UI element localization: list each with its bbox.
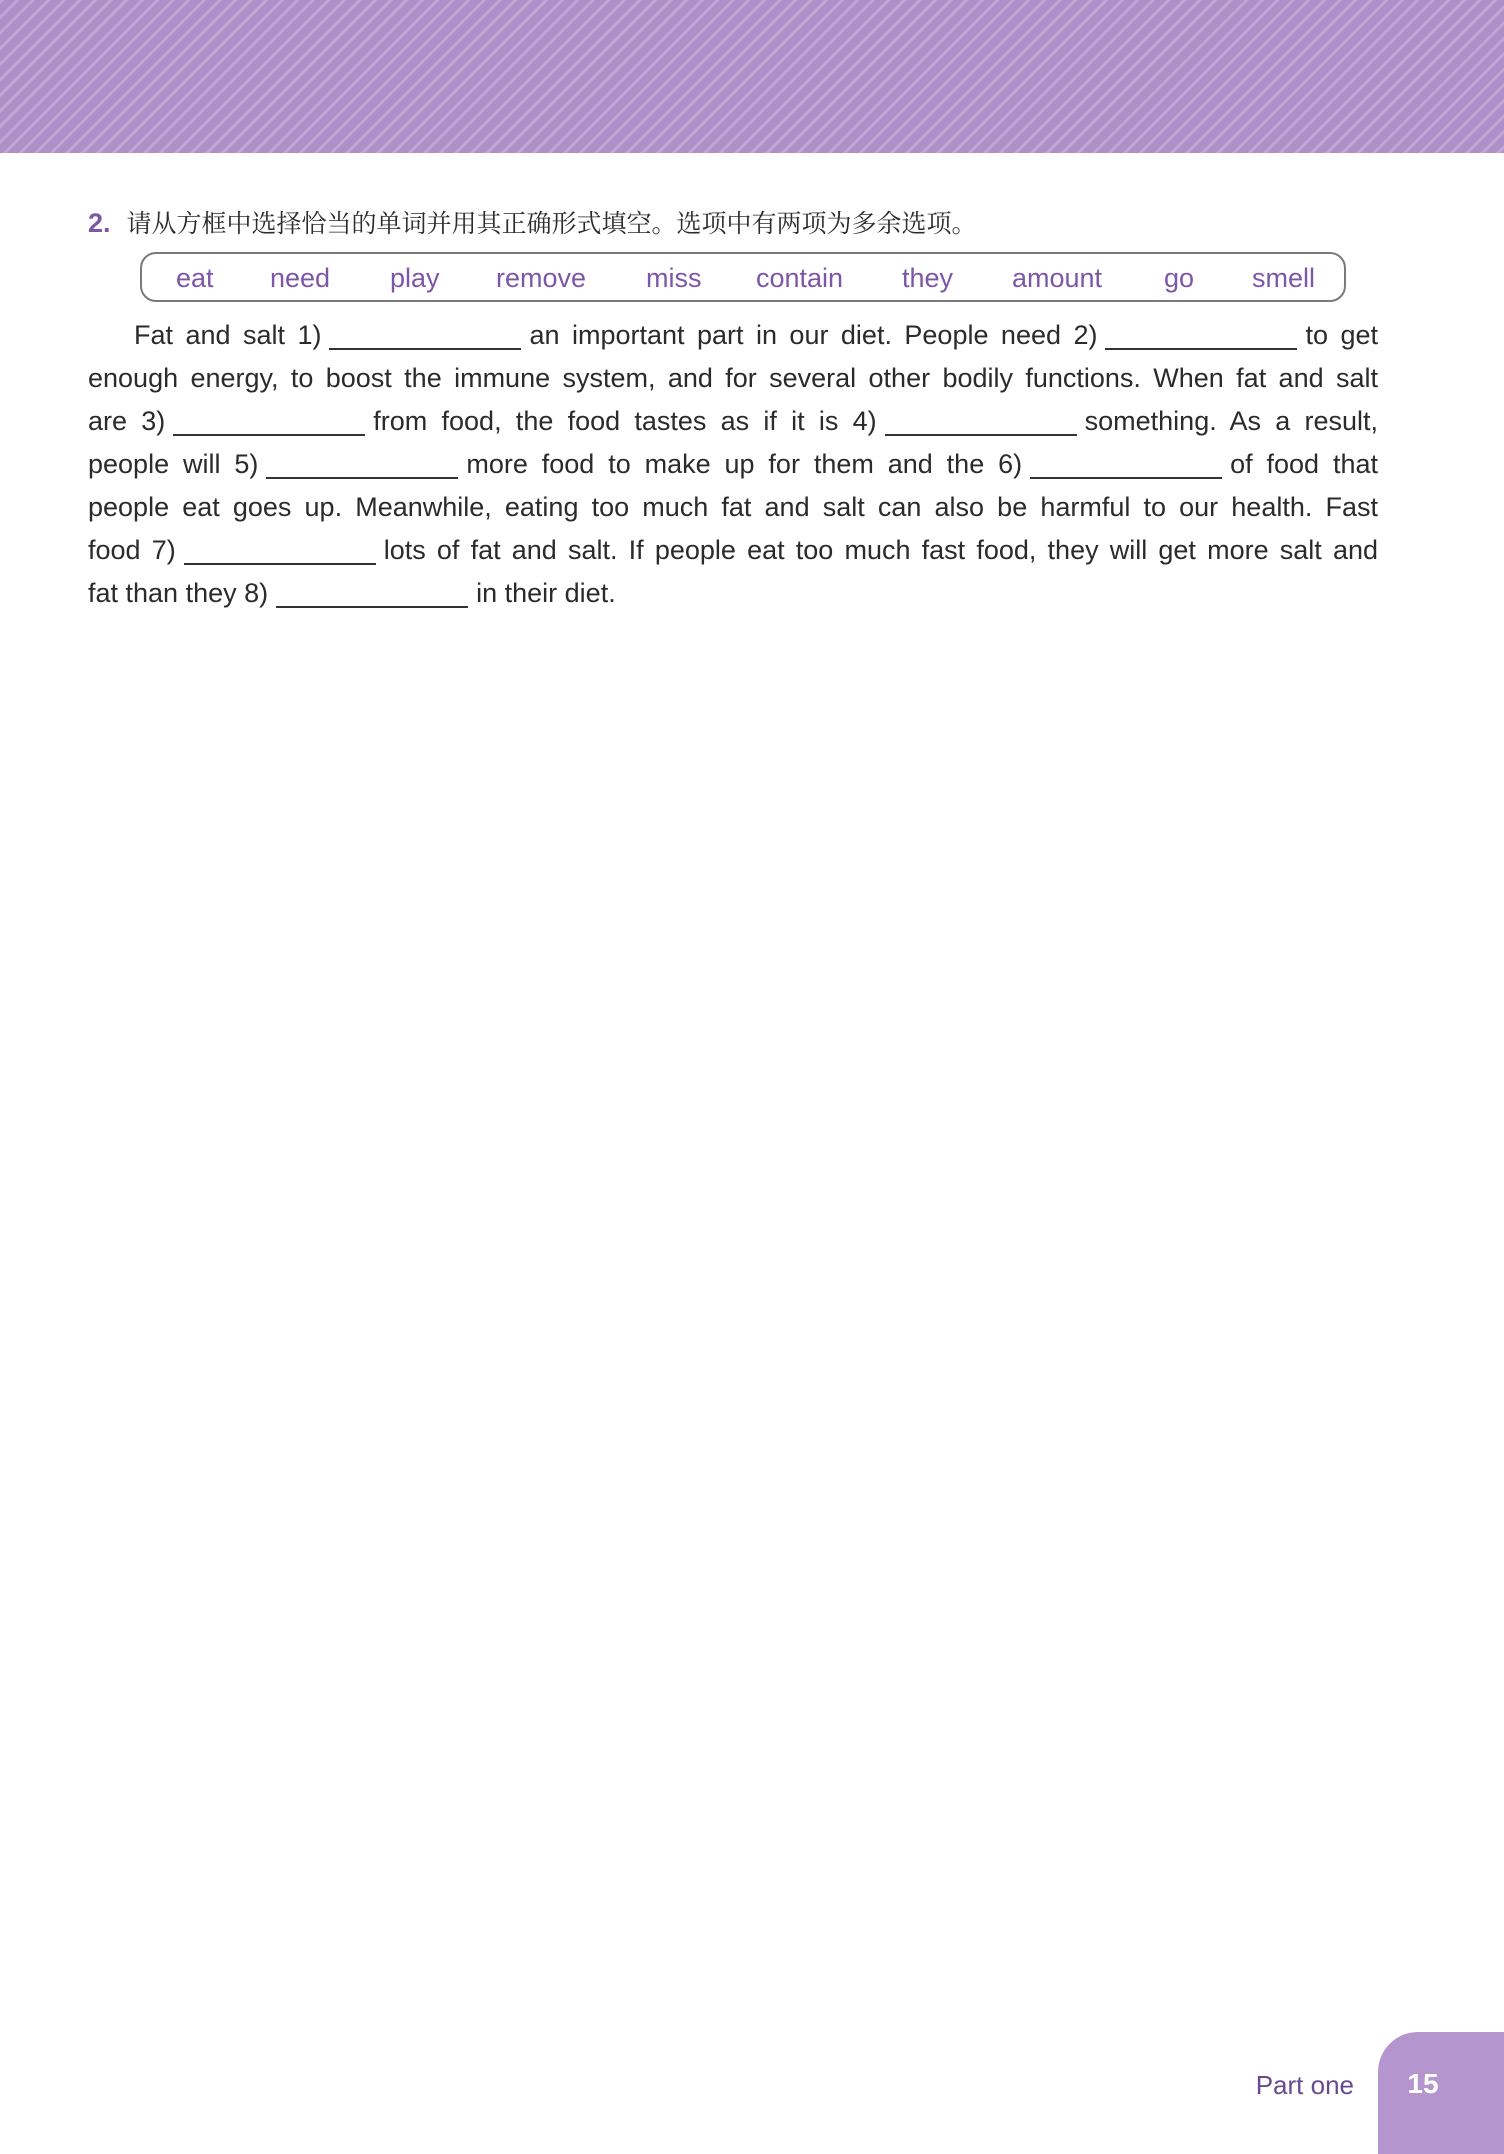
passage-line (88, 572, 1378, 615)
word-bank-item: contain (756, 263, 844, 293)
answer-blank-4[interactable] (885, 404, 1077, 436)
answer-blank-2[interactable] (1105, 318, 1297, 350)
passage-line (88, 400, 1378, 443)
passage-line: enough energy, to boost the immune system, and for several other bodily functions. When fat and salt (88, 363, 1378, 393)
word-bank-item: miss (646, 263, 702, 293)
page-number-tab (1378, 2032, 1504, 2154)
section-label: Part one (1255, 2070, 1354, 2100)
passage-segment: food 7) (88, 535, 176, 565)
passage-text (88, 314, 1378, 615)
passage-segment: in their diet. (476, 578, 616, 608)
word-bank-item: go (1164, 263, 1195, 293)
word-bank-item: they (902, 263, 954, 293)
word-bank-item: amount (1012, 263, 1103, 293)
passage-segment: Fat and salt 1) (134, 320, 322, 350)
word-bank-item: smell (1252, 263, 1316, 293)
word-bank-item: need (270, 263, 331, 293)
passage-segment: lots of fat and salt. If people eat too much fast food, they will get more salt and (383, 535, 1379, 565)
answer-blank-1[interactable] (329, 318, 521, 350)
passage-line (88, 529, 1378, 572)
passage-segment: something. As a result, (1084, 406, 1378, 436)
passage-segment: to get (1305, 320, 1378, 350)
passage-line: people eat goes up. Meanwhile, eating too much fat and salt can also be harmful to our health. Fast (88, 492, 1378, 522)
answer-blank-3[interactable] (173, 404, 365, 436)
passage-segment: from food, the food tastes as if it is 4) (373, 406, 877, 436)
word-bank-item: play (390, 263, 440, 293)
passage-segment: an important part in our diet. People need 2) (529, 320, 1098, 350)
answer-blank-8[interactable] (276, 576, 468, 608)
header-stripe-band (0, 0, 1504, 153)
passage-line (88, 314, 1378, 357)
passage-segment: are 3) (88, 406, 166, 436)
answer-blank-5[interactable] (266, 447, 458, 479)
page-number: 15 (1407, 2068, 1439, 2099)
passage-segment: people will 5) (88, 449, 259, 479)
passage-segment: fat than they 8) (88, 578, 269, 608)
passage-segment: of food that (1230, 449, 1378, 479)
question-heading (88, 205, 977, 242)
passage-line (88, 443, 1378, 486)
word-bank-item: eat (176, 263, 214, 293)
passage-segment: more food to make up for them and the 6) (466, 449, 1023, 479)
answer-blank-6[interactable] (1030, 447, 1222, 479)
word-bank-item: remove (496, 263, 587, 293)
question-instruction: 请从方框中选择恰当的单词并用其正确形式填空。选项中有两项为多余选项。 (126, 209, 977, 238)
word-bank-box (140, 252, 1346, 302)
answer-blank-7[interactable] (184, 533, 376, 565)
question-number: 2. (88, 208, 111, 238)
